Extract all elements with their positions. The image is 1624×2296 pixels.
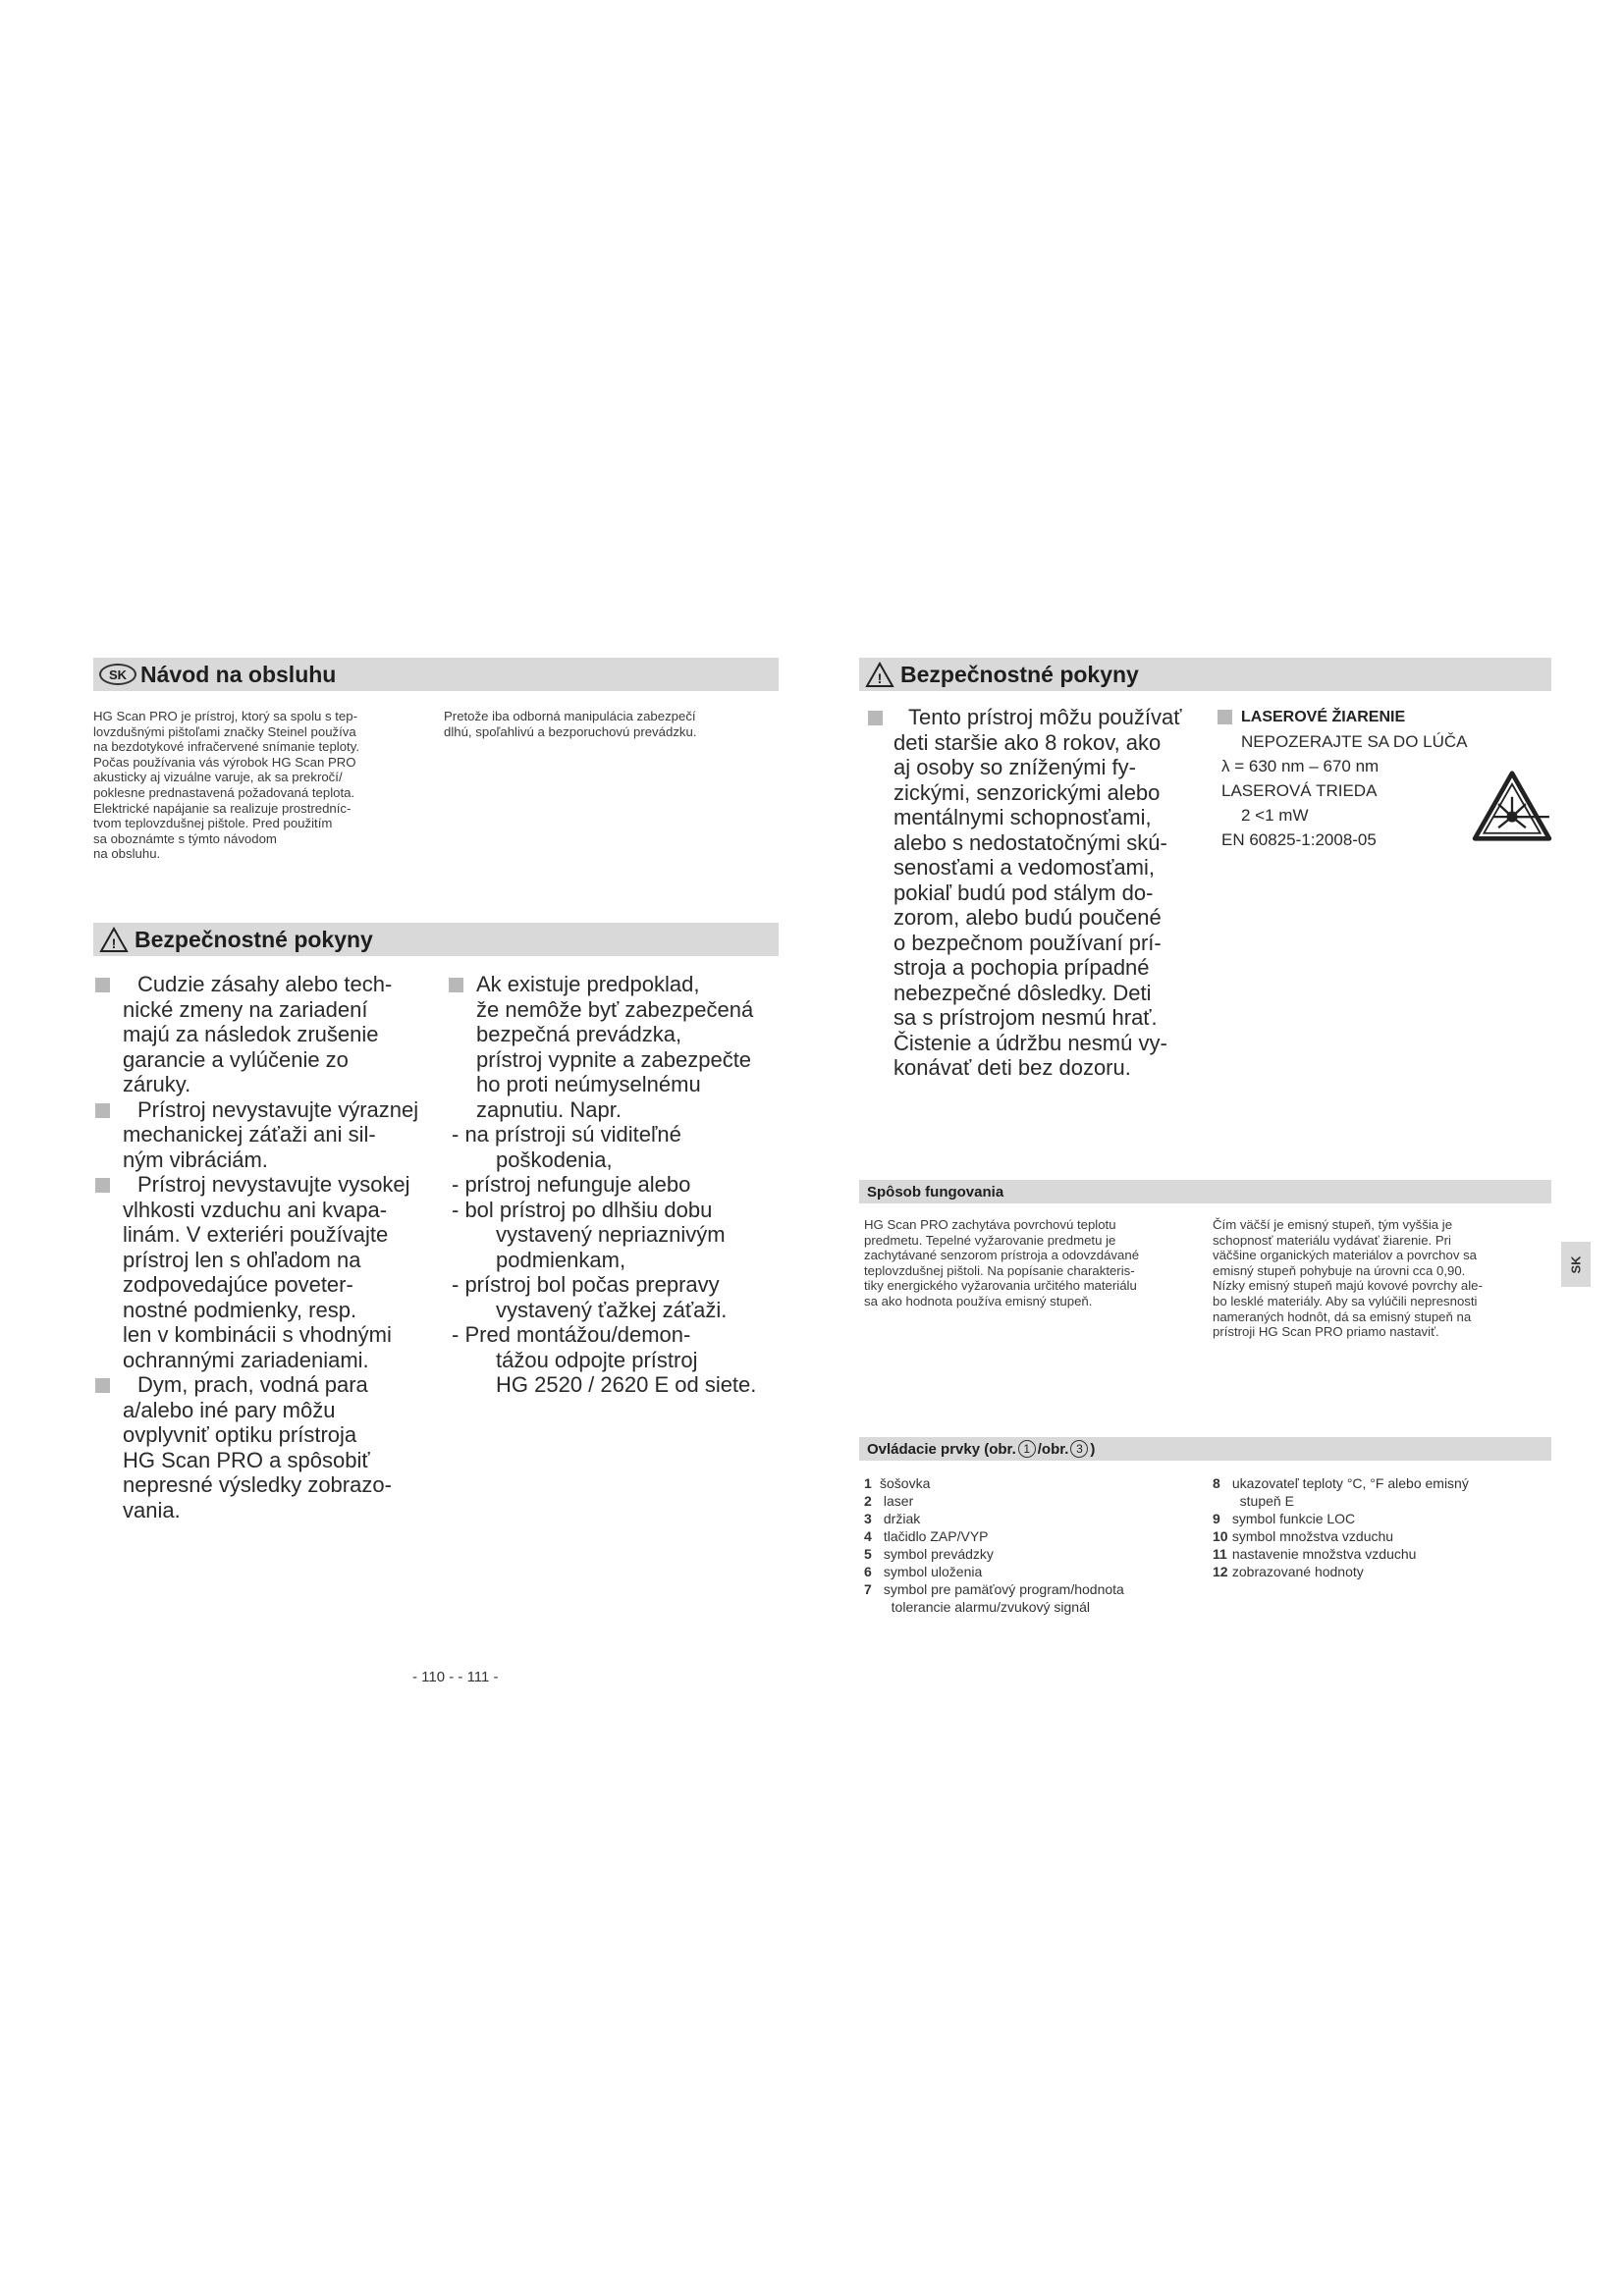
function-line: väčšine organických materiálov a povrchov sa: [1213, 1248, 1478, 1263]
control-label: držiak: [880, 1511, 921, 1526]
safety-line: ochrannými zariadeniami.: [123, 1347, 369, 1372]
safety-line: - prístroj nefunguje alebo: [452, 1172, 691, 1197]
control-label: tlačidlo ZAP/VYP: [880, 1528, 989, 1544]
control-label: symbol množstva vzduchu: [1228, 1528, 1394, 1544]
safety-line: konávať deti bez dozoru.: [893, 1055, 1131, 1080]
laser-hazard-icon: [1471, 770, 1553, 842]
laser-line-3: λ = 630 nm – 670 nm: [1221, 757, 1380, 775]
laser-line-6: EN 60825-1:2008-05: [1221, 830, 1377, 849]
instructions-title: Návod na obsluhu: [140, 661, 337, 687]
control-number: 2: [864, 1493, 872, 1509]
control-label: symbol funkcie LOC: [1228, 1511, 1356, 1526]
control-number: 10: [1213, 1528, 1228, 1544]
intro-column-1: [93, 709, 359, 862]
controls-list-1: [864, 1474, 1124, 1616]
function-line: emisný stupeň pohybuje na úrovni cca 0,90.: [1213, 1262, 1466, 1278]
safety-line: nické zmeny na zariadení: [123, 996, 368, 1022]
safety-line: mechanickej záťaži ani sil-: [123, 1122, 376, 1147]
safety-line: ným vibráciám.: [123, 1147, 268, 1172]
control-item: [864, 1492, 1124, 1510]
intro-line: sa oboznámte s týmto návodom: [93, 830, 277, 846]
safety-line: zorom, alebo budú poučené: [893, 905, 1162, 930]
control-item: [864, 1527, 1124, 1545]
safety-line: senosťami a vedomosťami,: [893, 855, 1155, 880]
safety-line: prístroj len s ohľadom na: [123, 1247, 361, 1272]
page-numbers: - 110 - - 111 -: [412, 1669, 499, 1685]
function-line: HG Scan PRO zachytáva povrchovú teplotu: [864, 1217, 1116, 1232]
control-label: tolerancie alarmu/zvukový signál: [880, 1599, 1090, 1615]
safety-line: - na prístroji sú viditeľné: [452, 1122, 681, 1147]
safety-column-1: [93, 972, 447, 1522]
function-line: Nízky emisný stupeň majú kovové povrchy ale-: [1213, 1278, 1483, 1294]
control-label: nastavenie množstva vzduchu: [1228, 1546, 1417, 1562]
control-number: 9: [1213, 1511, 1220, 1526]
control-item: [1213, 1510, 1469, 1527]
laser-line-4: LASEROVÁ TRIEDA: [1221, 781, 1378, 800]
laser-line-5: 2 <1 mW: [1241, 806, 1309, 825]
safety-line: Tento prístroj môžu používať: [864, 705, 1218, 730]
control-number: 4: [864, 1528, 872, 1544]
safety-line: aj osoby so zníženými fy-: [893, 755, 1136, 779]
safety-line: mentálnymi schopnosťami,: [893, 805, 1152, 829]
safety-line: a/alebo iné pary môžu: [123, 1397, 336, 1422]
control-number: 12: [1213, 1564, 1228, 1579]
function-line: prístroji HG Scan PRO priamo nastaviť.: [1213, 1324, 1439, 1340]
safety-line: sa s prístrojom nesmú hrať.: [893, 1005, 1158, 1030]
bullet-square: [95, 978, 110, 992]
safety-title-left: Bezpečnostné pokyny: [135, 926, 373, 952]
control-item: [864, 1580, 1124, 1598]
intro-line: poklesne prednastavená požadovaná teplota.: [93, 784, 355, 800]
warning-icon: [99, 927, 129, 953]
function-line: teplovzdušnej pištoli. Na popísanie charakteris-: [864, 1262, 1135, 1278]
control-item: [864, 1474, 1124, 1492]
safety-header-left: [93, 923, 779, 956]
control-item: [1213, 1474, 1469, 1492]
side-tab-label: SK: [1568, 1255, 1584, 1274]
safety-line: prístroj vypnite a zabezpečte: [476, 1046, 752, 1072]
intro-column-2: [444, 709, 697, 739]
safety-line: linám. V exteriéri používajte: [123, 1222, 389, 1247]
safety-line: nepresné výsledky zobrazo-: [123, 1472, 392, 1497]
function-header: [859, 1180, 1551, 1203]
intro-line: Elektrické napájanie sa realizuje prostredníc-: [93, 800, 352, 816]
function-line: zachytávané senzorom prístroja a odovzdávané: [864, 1248, 1140, 1263]
safety-line: poškodenia,: [496, 1147, 613, 1172]
safety-line: - Pred montážou/demon-: [452, 1322, 691, 1347]
instructions-header: [93, 658, 779, 691]
control-number: 3: [864, 1511, 872, 1526]
function-line: nameraných hodnôt, dá sa emisný stupeň na: [1213, 1308, 1472, 1324]
safety-line: HG 2520 / 2620 E od siete.: [496, 1372, 757, 1397]
safety-line: HG Scan PRO a spôsobiť: [123, 1447, 370, 1472]
intro-line: dlhú, spoľahlivú a bezporuchovú prevádzku.: [444, 723, 697, 739]
function-line: sa ako hodnota používa emisný stupeň.: [864, 1293, 1093, 1308]
language-side-tab: [1561, 1242, 1591, 1287]
controls-title-suffix: ): [1090, 1440, 1096, 1458]
control-item: [864, 1563, 1124, 1580]
safety-line: vania.: [123, 1497, 181, 1522]
function-column-2: [1213, 1217, 1483, 1340]
control-number: 8: [1213, 1475, 1220, 1491]
function-column-1: [864, 1217, 1139, 1309]
intro-line: na obsluhu.: [93, 846, 161, 862]
safety-line: stroja a pochopia prípadné: [893, 955, 1150, 980]
control-item: [864, 1545, 1124, 1563]
safety-line: Prístroj nevystavujte vysokej: [93, 1172, 447, 1198]
intro-line: tvom teplovzdušnej pištole. Pred použitím: [93, 816, 333, 831]
bullet-square: [95, 1378, 110, 1393]
control-item: [864, 1510, 1124, 1527]
control-label: laser: [880, 1493, 914, 1509]
children-safety-text: [864, 705, 1218, 1081]
safety-line: Čistenie a údržbu nesmú vy-: [893, 1030, 1167, 1055]
function-line: schopnosť materiálu vydávať žiarenie. Pri: [1213, 1232, 1451, 1248]
safety-line: ho proti neúmyselnému: [476, 1072, 701, 1096]
safety-line: - prístroj bol počas prepravy: [452, 1272, 720, 1297]
svg-text:!: !: [111, 934, 117, 951]
intro-line: Počas používania vás výrobok HG Scan PRO: [93, 754, 356, 770]
safety-line: zodpovedajúce poveter-: [123, 1272, 353, 1297]
safety-title-right: Bezpečnostné pokyny: [900, 661, 1139, 687]
safety-line: deti staršie ako 8 rokov, ako: [893, 729, 1162, 755]
safety-line: garancie a vylúčenie zo: [123, 1046, 349, 1072]
controls-header: [859, 1437, 1551, 1461]
safety-line: vlhkosti vzduchu ani kvapa-: [123, 1197, 388, 1222]
control-number: 6: [864, 1564, 872, 1579]
safety-column-2: [447, 972, 785, 1398]
safety-line: podmienkam,: [496, 1247, 626, 1272]
laser-line-1: LASEROVÉ ŽIARENIE: [1241, 709, 1406, 725]
safety-line: ovplyvniť optiku prístroja: [123, 1422, 357, 1447]
control-label: stupeň E: [1228, 1493, 1294, 1509]
intro-line: na bezdotykové infračervené snímanie teploty.: [93, 739, 359, 755]
safety-line: vystavený ťažkej záťaži.: [496, 1297, 728, 1322]
control-label: symbol prevádzky: [880, 1546, 994, 1562]
safety-line: alebo s nedostatočnými skú-: [893, 829, 1167, 855]
safety-line: len v kombinácii s vhodnými: [123, 1322, 392, 1347]
bullet-square: [95, 1178, 110, 1193]
laser-line-2: NEPOZERAJTE SA DO LÚČA: [1241, 732, 1468, 751]
safety-line: Prístroj nevystavujte výraznej: [93, 1097, 447, 1123]
function-line: Čím väčší je emisný stupeň, tým vyššia je: [1213, 1217, 1453, 1232]
intro-line: lovzdušnými pištoľami značky Steinel používa: [93, 723, 356, 739]
control-label: symbol uloženia: [880, 1564, 983, 1579]
control-label: zobrazované hodnoty: [1228, 1564, 1364, 1579]
figure-1-ref: 1: [1018, 1440, 1036, 1458]
controls-list-2: [1213, 1474, 1469, 1580]
control-number: 5: [864, 1546, 872, 1562]
control-item: [1213, 1527, 1469, 1545]
safety-header-right: [859, 658, 1551, 691]
control-label: symbol pre pamäťový program/hodnota: [880, 1581, 1124, 1597]
safety-line: nostné podmienky, resp.: [123, 1297, 357, 1322]
laser-warning-block: [1218, 705, 1542, 852]
svg-text:!: !: [877, 669, 883, 686]
safety-line: zickými, senzorickými alebo: [893, 779, 1161, 805]
control-number: 1: [864, 1475, 872, 1491]
safety-line: majú za následok zrušenie: [123, 1022, 379, 1046]
control-label: ukazovateľ teploty °C, °F alebo emisný: [1228, 1475, 1469, 1491]
safety-line: nebezpečné dôsledky. Deti: [893, 980, 1152, 1005]
intro-line: Pretože iba odborná manipulácia zabezpečí: [444, 709, 696, 723]
control-item: [864, 1598, 1124, 1616]
bullet-square: [868, 711, 883, 725]
safety-line: Dym, prach, vodná para: [93, 1372, 447, 1398]
safety-line: zapnutiu. Napr.: [476, 1096, 622, 1122]
safety-line: bezpečná prevádzka,: [476, 1022, 682, 1046]
function-line: predmetu. Tepelné vyžarovanie predmetu je: [864, 1232, 1116, 1248]
controls-title-prefix: Ovládacie prvky (obr.: [867, 1440, 1016, 1458]
safety-line: Ak existuje predpoklad,: [447, 972, 785, 997]
safety-line: - bol prístroj po dlhšiu dobu: [452, 1197, 713, 1222]
safety-line: tážou odpojte prístroj: [496, 1347, 698, 1372]
control-number: 11: [1213, 1546, 1227, 1562]
bullet-square: [449, 978, 463, 992]
figure-3-ref: 3: [1070, 1440, 1088, 1458]
function-line: bo lesklé materiály. Aby sa vylúčili nepresnosti: [1213, 1293, 1478, 1308]
control-label: šošovka: [880, 1475, 931, 1491]
safety-line: Cudzie zásahy alebo tech-: [93, 972, 447, 997]
intro-line: akusticky aj vizuálne varuje, ak sa prekročí/: [93, 770, 343, 785]
function-title: Spôsob fungovania: [867, 1183, 1004, 1201]
control-number: 7: [864, 1581, 872, 1597]
safety-line: pokiaľ budú pod stálym do-: [893, 880, 1154, 905]
language-badge: SK: [99, 664, 136, 685]
controls-title-mid: /obr.: [1037, 1440, 1069, 1458]
bullet-square: [1218, 710, 1232, 724]
safety-line: že nemôže byť zabezpečená: [476, 996, 754, 1022]
safety-line: záruky.: [123, 1072, 191, 1096]
control-item: [1213, 1545, 1469, 1563]
safety-line: vystavený nepriaznivým: [496, 1222, 726, 1247]
function-line: tiky energického vyžarovania určitého materiálu: [864, 1278, 1137, 1294]
control-item: [1213, 1563, 1469, 1580]
intro-line: HG Scan PRO je prístroj, ktorý sa spolu s tep-: [93, 709, 357, 723]
warning-icon: [865, 662, 894, 688]
control-item: [1213, 1492, 1469, 1510]
bullet-square: [95, 1103, 110, 1118]
safety-line: o bezpečnom používaní prí-: [893, 930, 1162, 955]
